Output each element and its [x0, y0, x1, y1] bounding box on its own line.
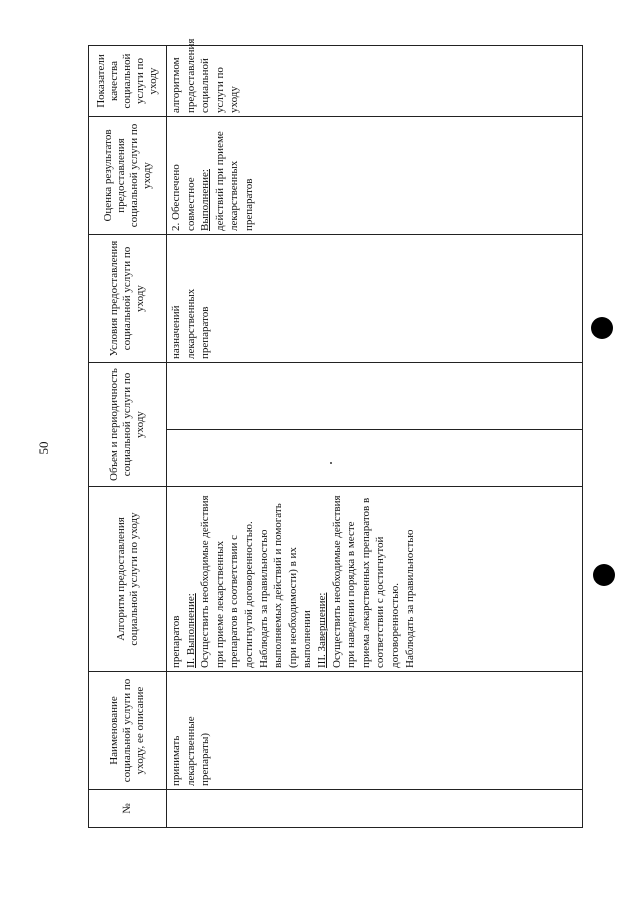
algorithm-step-heading: III. Завершение:	[315, 592, 328, 668]
header-name: Наименование социальной услуги по уходу, ее описание	[89, 672, 167, 790]
header-volume: Объем и периодичность социальной услуги по уходу	[89, 363, 167, 487]
header-result: Оценка результатов предоставления социальной услуги по уходу	[89, 117, 167, 235]
cell-num	[167, 790, 583, 828]
volume-subcell-left	[167, 429, 582, 486]
binder-hole-top	[591, 317, 613, 339]
header-quality: Показатели качества социальной услуги по уходу	[89, 46, 167, 117]
cell-volume	[167, 363, 583, 487]
header-num: №	[89, 790, 167, 828]
table-row	[167, 46, 583, 828]
cell-name: принимать лекарственные препараты)	[167, 672, 583, 790]
result-heading: Выполнение:	[199, 169, 212, 231]
algorithm-line: Наблюдать за правильностью	[403, 529, 416, 668]
algorithm-line: препаратов	[170, 615, 182, 668]
table-header-row	[89, 46, 167, 828]
rotated-table-wrapper	[88, 38, 583, 828]
header-conditions: Условия предоставления социальной услуги по уходу	[89, 235, 167, 363]
volume-subcell-right	[167, 363, 582, 429]
cell-result	[167, 117, 583, 235]
cell-conditions: назначений лекарственных препаратов	[167, 235, 583, 363]
cell-quality: алгоритмом предоставления социальной услуги по уходу	[167, 46, 583, 117]
page-number: 50	[36, 441, 51, 455]
algorithm-line: Осуществить необходимые действия при наведении порядка в месте приема лекарственных препаратов в соответствии с достигнутой договоренностью.	[330, 495, 401, 668]
service-table	[88, 38, 583, 828]
result-line: 2. Обеспечено совместное	[170, 164, 197, 231]
algorithm-step-heading: II. Выполнение:	[184, 593, 197, 668]
header-algorithm: Алгоритм предоставления социальной услуги по уходу	[89, 487, 167, 672]
result-line: действий при приеме лекарственных препаратов	[213, 131, 255, 231]
algorithm-line: Наблюдать за правильностью выполняемых действий и помогать (при необходимости) в их выполнении	[257, 503, 314, 668]
cell-algorithm	[167, 487, 583, 672]
algorithm-line: Осуществить необходимые действия при приеме лекарственных препаратов в соответствии с достигнутой договоренностью.	[199, 495, 255, 668]
binder-hole-bottom	[593, 564, 615, 586]
